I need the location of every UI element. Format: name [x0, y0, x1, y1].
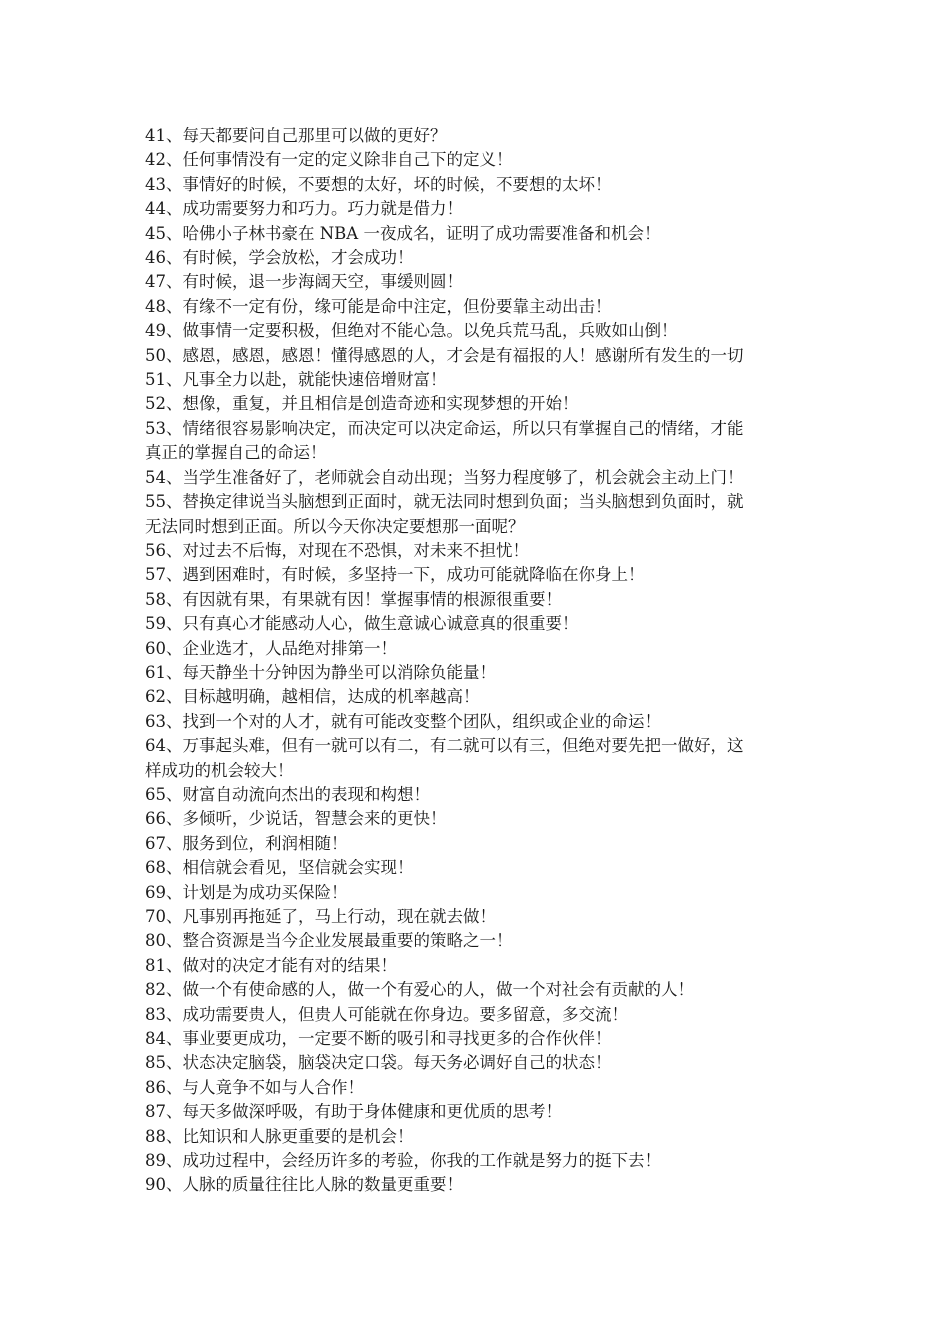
quote-item — [145, 832, 813, 856]
quote-item — [145, 124, 813, 148]
quote-line: 56、对过去不后悔，对现在不恐惧，对未来不担忧！ — [145, 540, 529, 560]
quote-item — [145, 1076, 813, 1100]
quote-line: 42、任何事情没有一定的定义除非自己下的定义！ — [145, 150, 513, 170]
quote-line: 59、只有真心才能感动人心，做生意诚心诚意真的很重要！ — [145, 614, 579, 634]
quote-line: 53、情绪很容易影响决定，而决定可以决定命运，所以只有掌握自己的情绪，才能 — [145, 418, 744, 438]
quote-item — [145, 319, 813, 343]
quote-item — [145, 490, 813, 539]
quote-line: 45、哈佛小子林书豪在 NBA 一夜成名，证明了成功需要准备和机会！ — [145, 223, 661, 243]
quote-item — [145, 246, 813, 270]
quote-line: 63、找到一个对的人才，就有可能改变整个团队，组织或企业的命运！ — [145, 711, 661, 731]
quote-line: 87、每天多做深呼吸，有助于身体健康和更优质的思考！ — [145, 1102, 562, 1122]
quote-line: 无法同时想到正面。所以今天你决定要想那一面呢？ — [145, 516, 525, 536]
quote-item — [145, 1100, 813, 1124]
quote-item — [145, 905, 813, 929]
quote-line: 68、相信就会看见，坚信就会实现！ — [145, 858, 414, 878]
quote-item — [145, 661, 813, 685]
quote-item — [145, 344, 813, 368]
quote-item — [145, 856, 813, 880]
quote-item — [145, 148, 813, 172]
quote-item — [145, 417, 813, 466]
quote-item — [145, 929, 813, 953]
quote-item — [145, 807, 813, 831]
quote-line: 82、做一个有使命感的人，做一个有爱心的人，做一个对社会有贡献的人！ — [145, 980, 694, 1000]
quote-item — [145, 734, 813, 783]
quote-line: 46、有时候，学会放松，才会成功！ — [145, 248, 414, 268]
quote-item — [145, 1003, 813, 1027]
quote-item — [145, 270, 813, 294]
quote-line: 57、遇到困难时，有时候，多坚持一下，成功可能就降临在你身上！ — [145, 565, 645, 585]
quote-line: 84、事业要更成功，一定要不断的吸引和寻找更多的合作伙伴！ — [145, 1029, 612, 1049]
quote-item — [145, 1027, 813, 1051]
quote-line: 48、有缘不一定有份，缘可能是命中注定，但份要靠主动出击！ — [145, 296, 612, 316]
quote-line: 60、企业选才，人品绝对排第一！ — [145, 638, 397, 658]
quote-line: 47、有时候，退一步海阔天空，事缓则圆！ — [145, 272, 463, 292]
quote-line: 88、比知识和人脉更重要的是机会！ — [145, 1126, 414, 1146]
quote-item — [145, 563, 813, 587]
quote-line: 80、整合资源是当今企业发展最重要的策略之一！ — [145, 931, 513, 951]
quote-item — [145, 197, 813, 221]
quote-item — [145, 612, 813, 636]
quote-item — [145, 368, 813, 392]
quote-line: 70、凡事别再拖延了，马上行动，现在就去做！ — [145, 907, 496, 926]
quote-item — [145, 710, 813, 734]
quote-line: 58、有因就有果，有果就有因！掌握事情的根源很重要！ — [145, 589, 562, 609]
quote-item — [145, 392, 813, 416]
quote-line: 65、财富自动流向杰出的表现和构想！ — [145, 784, 430, 804]
quote-item — [145, 1173, 813, 1197]
quote-item — [145, 539, 813, 563]
quote-line: 55、替换定律说当头脑想到正面时，就无法同时想到负面；当头脑想到负面时，就 — [145, 492, 744, 512]
quote-line: 样成功的机会较大！ — [145, 760, 294, 780]
quote-item — [145, 978, 813, 1002]
quote-line: 54、当学生准备好了，老师就会自动出现；当努力程度够了，机会就会主动上门！ — [145, 467, 744, 487]
quote-line: 83、成功需要贵人，但贵人可能就在你身边。要多留意，多交流！ — [145, 1004, 628, 1024]
quote-item — [145, 685, 813, 709]
quote-line: 66、多倾听，少说话，智慧会来的更快！ — [145, 809, 447, 829]
quote-line: 43、事情好的时候，不要想的太好，坏的时候，不要想的太坏！ — [145, 174, 612, 194]
quote-item — [145, 588, 813, 612]
quote-item — [145, 466, 813, 490]
quote-line: 89、成功过程中，会经历许多的考验，你我的工作就是努力的挺下去！ — [145, 1151, 661, 1171]
quote-line: 41、每天都要问自己那里可以做的更好？ — [145, 126, 447, 145]
quote-line: 44、成功需要努力和巧力。巧力就是借力！ — [145, 199, 463, 219]
quote-item — [145, 783, 813, 807]
quote-item — [145, 1149, 813, 1173]
quote-line: 52、想像，重复，并且相信是创造奇迹和实现梦想的开始！ — [145, 394, 579, 414]
quote-line: 67、服务到位，利润相随！ — [145, 833, 348, 853]
quote-line: 62、目标越明确，越相信，达成的机率越高！ — [145, 687, 480, 707]
quote-item — [145, 173, 813, 197]
quote-line: 69、计划是为成功买保险！ — [145, 882, 348, 902]
quote-list — [145, 124, 813, 1198]
quote-item — [145, 1051, 813, 1075]
quote-item — [145, 881, 813, 905]
quote-line: 真正的掌握自己的命运！ — [145, 443, 327, 463]
quote-item — [145, 637, 813, 661]
quote-item — [145, 954, 813, 978]
quote-line: 81、做对的决定才能有对的结果！ — [145, 955, 397, 975]
quote-item — [145, 1125, 813, 1149]
quote-line: 49、做事情一定要积极，但绝对不能心急。以免兵荒马乱，兵败如山倒！ — [145, 321, 678, 341]
quote-line: 90、人脉的质量往往比人脉的数量更重要！ — [145, 1175, 463, 1195]
quote-line: 50、感恩，感恩，感恩！懂得感恩的人，才会是有福报的人！感谢所有发生的一切 — [145, 345, 744, 365]
quote-line: 61、每天静坐十分钟因为静坐可以消除负能量！ — [145, 662, 496, 682]
quote-item — [145, 222, 813, 246]
quote-line: 51、凡事全力以赴，就能快速倍增财富！ — [145, 370, 447, 390]
quote-line: 86、与人竟争不如与人合作！ — [145, 1077, 364, 1097]
quote-line: 64、万事起头难，但有一就可以有二，有二就可以有三，但绝对要先把一做好，这 — [145, 736, 744, 756]
quote-item — [145, 295, 813, 319]
quote-line: 85、状态决定脑袋，脑袋决定口袋。每天务必调好自己的状态！ — [145, 1053, 612, 1073]
